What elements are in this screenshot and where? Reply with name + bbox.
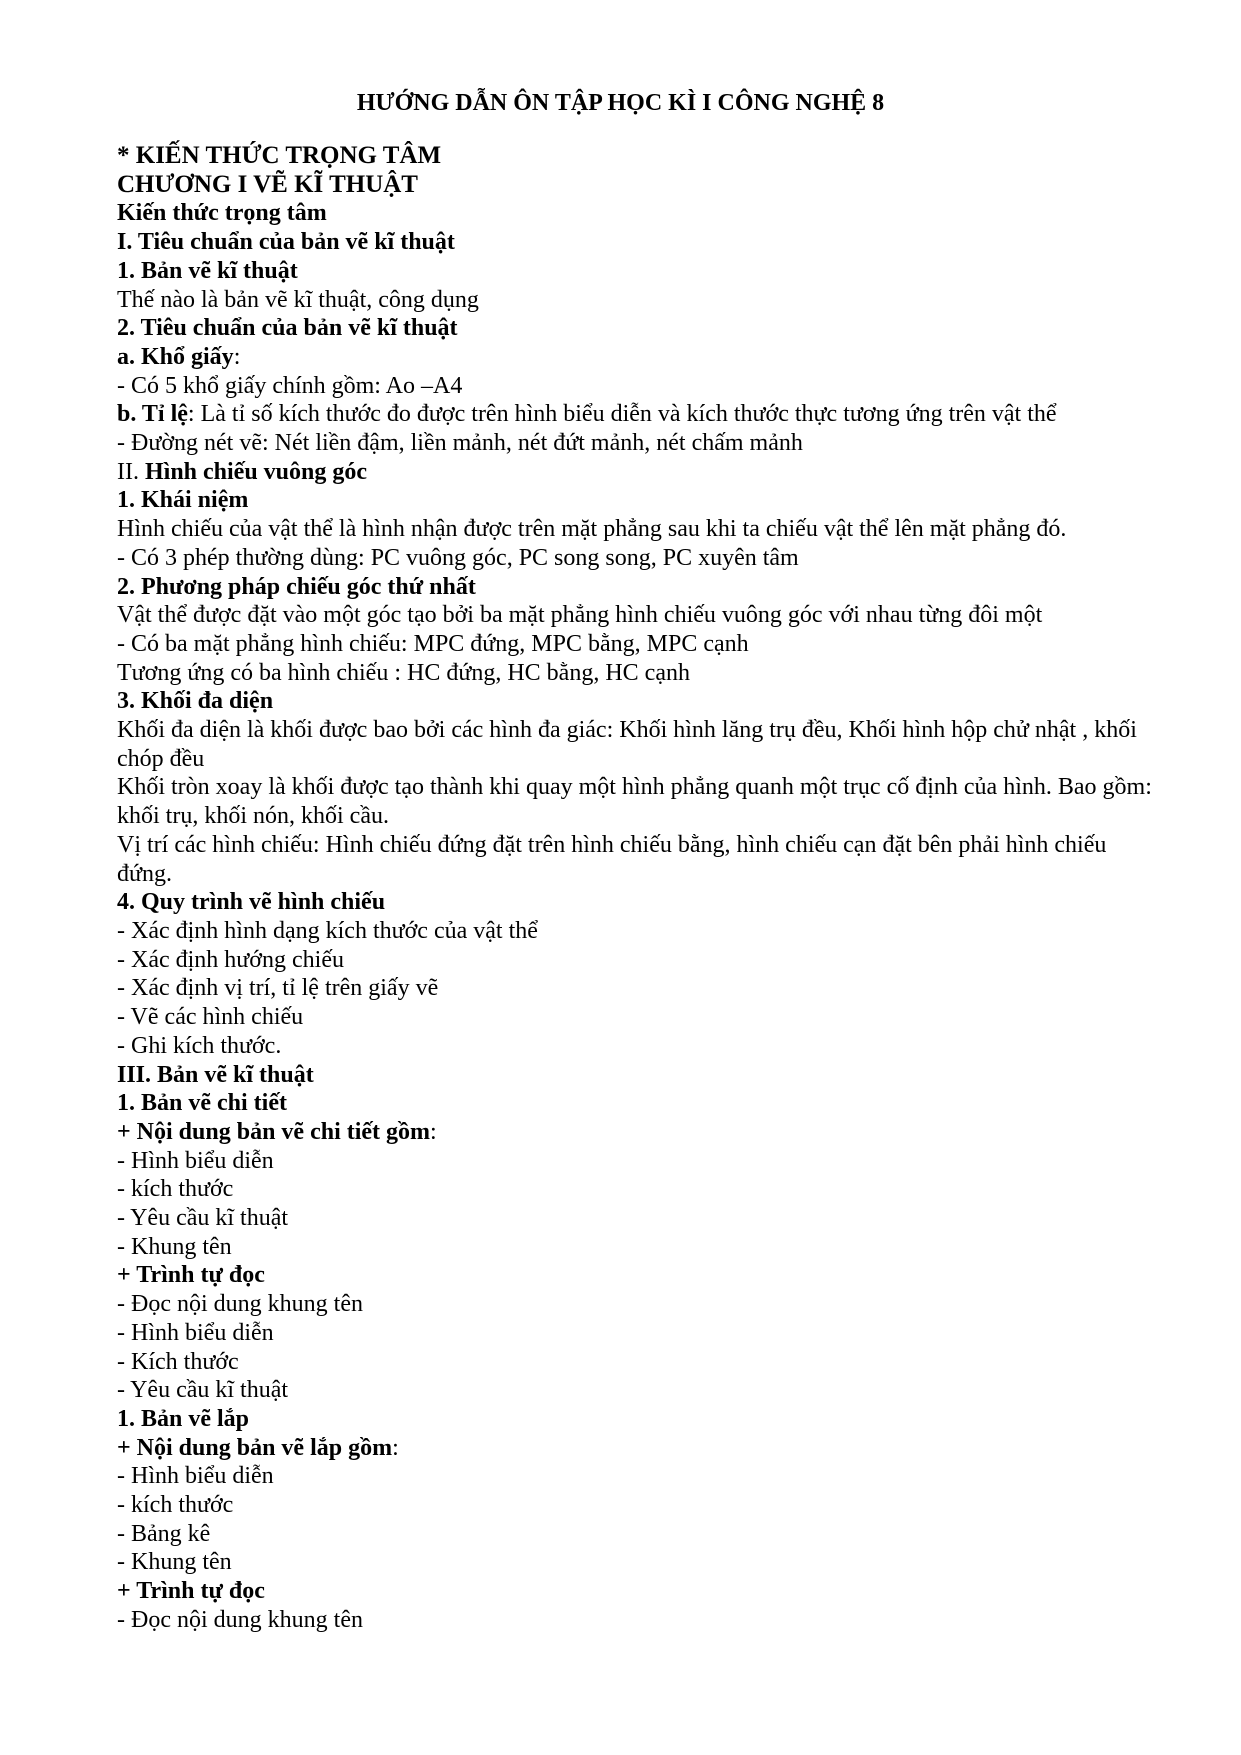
line-heading: Kiến thức trọng tâm [117, 200, 327, 227]
line-text: - Đọc nội dung khung tên [117, 1606, 363, 1633]
document-line [117, 1434, 1157, 1463]
line-heading: b. Tỉ lệ [117, 401, 188, 428]
document-line [117, 1462, 1157, 1491]
line-text: - Kích thước [117, 1348, 239, 1375]
document-line [117, 1376, 1157, 1405]
document-line [117, 1405, 1157, 1434]
line-text: - Có 5 khổ giấy chính gồm: Ao –A4 [117, 372, 463, 399]
document-line [117, 1061, 1157, 1090]
line-text: - Xác định hình dạng kích thước của vật thể [117, 917, 538, 944]
line-text: - kích thước [117, 1176, 234, 1203]
document-line [117, 1520, 1157, 1549]
line-text: - Bảng kê [117, 1520, 211, 1547]
line-text: - Xác định hướng chiếu [117, 946, 344, 973]
line-heading: 1. Khái niệm [117, 487, 249, 514]
document-line [117, 515, 1157, 544]
line-text: Khối đa diện là khối được bao bởi các hình đa giác: Khối hình lăng trụ đều, Khối hình hộp chử nhật , khối chóp đều [117, 717, 1137, 772]
line-heading: + Trình tự đọc [117, 1262, 265, 1289]
document-line [117, 974, 1157, 1003]
line-heading: * KIẾN THỨC TRỌNG TÂM [117, 142, 442, 169]
line-heading: 1. Bản vẽ lắp [117, 1405, 250, 1432]
line-heading: a. Khổ giấy [117, 343, 234, 370]
line-text: - Vẽ các hình chiếu [117, 1004, 304, 1031]
line-text: Hình chiếu của vật thể là hình nhận được trên mặt phẳng sau khi ta chiếu vật thể lên mặt phẳng đó. [117, 516, 1067, 543]
line-text: - Đọc nội dung khung tên [117, 1291, 363, 1318]
line-text: - Yêu cầu kĩ thuật [117, 1205, 289, 1232]
line-heading: 2. Tiêu chuẩn của bản vẽ kĩ thuật [117, 315, 458, 342]
document-line [117, 314, 1157, 343]
document-line [117, 343, 1157, 372]
line-text: - kích thước [117, 1492, 234, 1519]
line-heading: 2. Phương pháp chiếu góc thứ nhất [117, 573, 476, 600]
document-line [117, 429, 1157, 458]
document-line [117, 142, 1157, 171]
document-line [117, 1032, 1157, 1061]
document-line [117, 286, 1157, 315]
line-text: - Hình biểu diễn [117, 1147, 274, 1174]
document-line [117, 917, 1157, 946]
document-line [117, 1290, 1157, 1319]
document-line [117, 372, 1157, 401]
document-line [117, 400, 1157, 429]
line-text: : [392, 1434, 399, 1461]
line-text: - Có 3 phép thường dùng: PC vuông góc, PC song song, PC xuyên tâm [117, 544, 799, 571]
line-text: - Khung tên [117, 1233, 232, 1260]
line-text: - Hình biểu diễn [117, 1319, 274, 1346]
document-line [117, 946, 1157, 975]
document-line [117, 1175, 1157, 1204]
document-line [117, 228, 1157, 257]
line-heading: 1. Bản vẽ chi tiết [117, 1090, 287, 1117]
line-heading: 4. Quy trình vẽ hình chiếu [117, 889, 386, 916]
line-text: - Có ba mặt phẳng hình chiếu: MPC đứng, MPC bằng, MPC cạnh [117, 630, 749, 657]
document-line [117, 1548, 1157, 1577]
document-line [117, 630, 1157, 659]
line-text: - Ghi kích thước. [117, 1032, 282, 1059]
line-heading: + Trình tự đọc [117, 1578, 265, 1605]
line-heading: 3. Khối đa diện [117, 688, 274, 715]
line-text: - Yêu cầu kĩ thuật [117, 1377, 289, 1404]
document-line [117, 1606, 1157, 1635]
document-line [117, 1204, 1157, 1233]
document-line [117, 1118, 1157, 1147]
line-text: Vật thể được đặt vào một góc tạo bởi ba mặt phẳng hình chiếu vuông góc với nhau từng đôi một [117, 602, 1043, 629]
page-title: HƯỚNG DẪN ÔN TẬP HỌC KÌ I CÔNG NGHỆ 8 [356, 90, 885, 116]
line-text: : [233, 343, 241, 370]
document-line [117, 1348, 1157, 1377]
document-line [117, 544, 1157, 573]
document-line [117, 1003, 1157, 1032]
document-line [117, 601, 1157, 630]
line-heading: Hình chiếu vuông góc [144, 458, 368, 485]
line-heading: CHƯƠNG I VẼ KĨ THUẬT [117, 170, 418, 198]
document-line [117, 716, 1157, 773]
document-line [117, 1233, 1157, 1262]
line-text: Vị trí các hình chiếu: Hình chiếu đứng đặt trên hình chiếu bằng, hình chiếu cạn đặt bên phải hình chiếu đứng. [117, 831, 1107, 887]
document-line [117, 171, 1157, 200]
document-line [117, 1491, 1157, 1520]
document-line [117, 1261, 1157, 1290]
document-body [117, 142, 1157, 1635]
line-text: - Khung tên [117, 1549, 232, 1576]
document-line [117, 486, 1157, 515]
document-line [117, 199, 1157, 228]
document-line [117, 687, 1157, 716]
document-line [117, 831, 1157, 888]
line-text: - Đường nét vẽ: Nét liền đậm, liền mảnh, nét đứt mảnh, nét chấm mảnh [117, 430, 803, 457]
document-line [117, 573, 1157, 602]
line-heading: 1. Bản vẽ kĩ thuật [117, 257, 298, 284]
document-line [117, 659, 1157, 688]
line-heading: + Nội dung bản vẽ lắp gồm [117, 1434, 393, 1461]
line-text: : Là tỉ số kích thước đo được trên hình biểu diễn và kích thước thực tương ứng trên vật thể [187, 401, 1057, 428]
line-prefix: II. [117, 458, 145, 485]
line-heading: III. Bản vẽ kĩ thuật [117, 1061, 314, 1088]
line-text: Tương ứng có ba hình chiếu : HC đứng, HC bằng, HC cạnh [117, 659, 690, 686]
document-line [117, 1089, 1157, 1118]
line-text: : [430, 1118, 437, 1145]
document-line [117, 773, 1157, 830]
document-line [117, 1147, 1157, 1176]
document-line [117, 888, 1157, 917]
line-heading: + Nội dung bản vẽ chi tiết gồm [117, 1118, 431, 1145]
document-line [117, 1319, 1157, 1348]
document-line [117, 458, 1157, 487]
line-text: - Hình biểu diễn [117, 1463, 274, 1490]
line-text: Thế nào là bản vẽ kĩ thuật, công dụng [117, 286, 479, 313]
line-heading: I. Tiêu chuẩn của bản vẽ kĩ thuật [117, 229, 455, 256]
document-line [117, 257, 1157, 286]
line-text: Khối tròn xoay là khối được tạo thành khi quay một hình phẳng quanh một trục cố định của hình. Bao gồm: khối trụ, khối nón, khối cầu. [117, 774, 1152, 830]
line-text: - Xác định vị trí, tỉ lệ trên giấy vẽ [117, 975, 439, 1002]
document-line [117, 1577, 1157, 1606]
